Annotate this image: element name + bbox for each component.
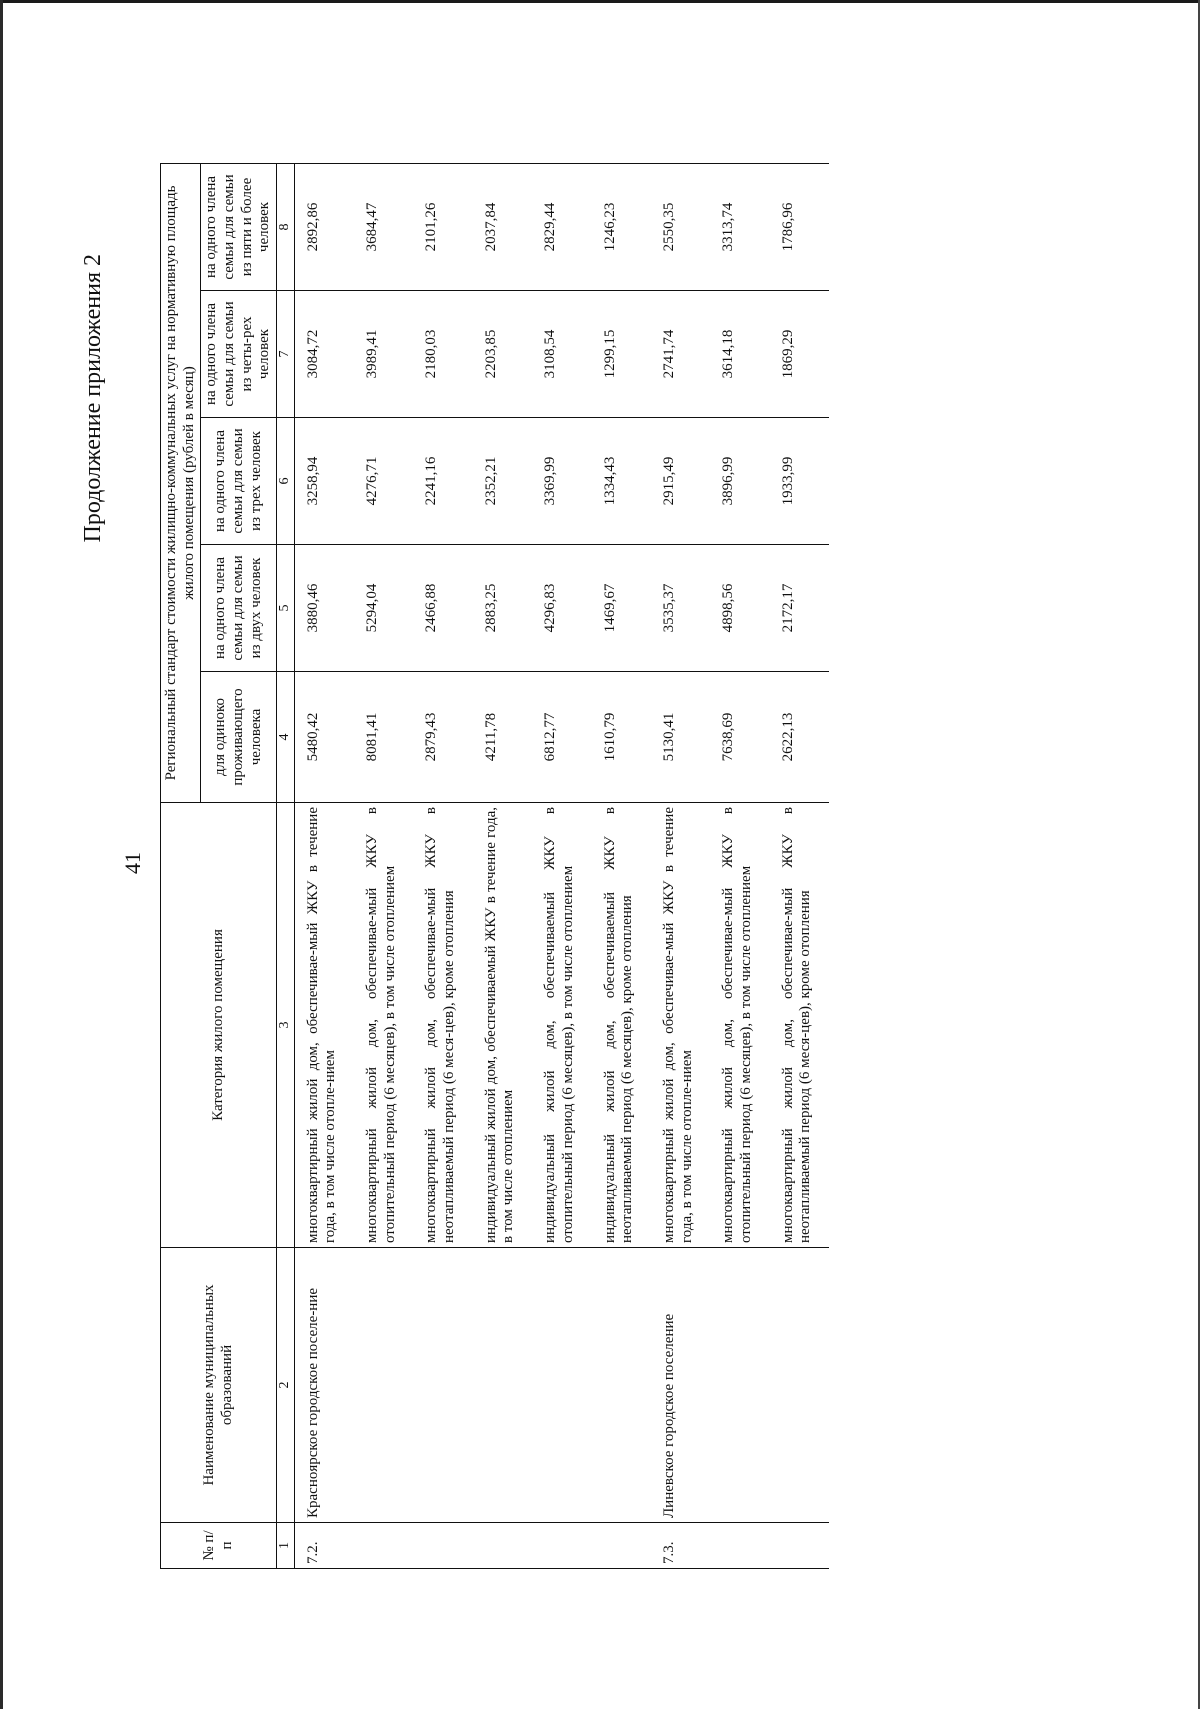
value-single: 4211,78 <box>473 672 532 803</box>
value-four: 3989,41 <box>354 291 413 418</box>
table-row <box>710 163 769 1568</box>
value-two: 4898,56 <box>710 545 769 672</box>
row-number <box>354 1523 413 1569</box>
column-number: 7 <box>277 291 295 418</box>
value-four: 2180,03 <box>413 291 472 418</box>
table-row <box>413 163 472 1568</box>
value-two: 3535,37 <box>651 545 710 672</box>
table-row <box>592 163 651 1568</box>
value-three: 2915,49 <box>651 418 710 545</box>
header-sub-four: на одного члена семьи для семьи из четы-рех человек <box>201 291 277 418</box>
table-body <box>294 163 829 1568</box>
value-five-plus: 2101,26 <box>413 163 472 290</box>
value-single: 1610,79 <box>592 672 651 803</box>
municipality-name <box>770 1248 829 1523</box>
header-category: Категория жилого помещения <box>161 803 277 1248</box>
housing-category: многоквартирный жилой дом, обеспечивае-мый ЖКУ в неотапливаемый период (6 меся-цев), кроме отопления <box>413 803 472 1248</box>
municipality-name <box>532 1248 591 1523</box>
value-five-plus: 1786,96 <box>770 163 829 290</box>
value-single: 7638,69 <box>710 672 769 803</box>
value-four: 2741,74 <box>651 291 710 418</box>
value-two: 4296,83 <box>532 545 591 672</box>
row-number <box>532 1523 591 1569</box>
value-two: 2466,88 <box>413 545 472 672</box>
value-three: 1334,43 <box>592 418 651 545</box>
municipality-name <box>710 1248 769 1523</box>
row-number <box>473 1523 532 1569</box>
value-four: 3614,18 <box>710 291 769 418</box>
value-two: 2172,17 <box>770 545 829 672</box>
value-four: 2203,85 <box>473 291 532 418</box>
row-number <box>413 1523 472 1569</box>
column-number: 3 <box>277 803 295 1248</box>
header-num: № п/п <box>161 1523 277 1569</box>
table-row <box>770 163 829 1568</box>
column-number: 8 <box>277 163 295 290</box>
value-three: 4276,71 <box>354 418 413 545</box>
column-number: 4 <box>277 672 295 803</box>
page-number: 41 <box>120 852 145 874</box>
header-sub-single: для одиноко проживающего человека <box>201 672 277 803</box>
value-five-plus: 2037,84 <box>473 163 532 290</box>
housing-category: индивидуальный жилой дом, обеспечиваемый ЖКУ в течение года, в том числе отоплением <box>473 803 532 1248</box>
value-three: 3896,99 <box>710 418 769 545</box>
header-sub-three: на одного члена семьи для семьи из трех человек <box>201 418 277 545</box>
municipality-name: Линевское городское поселение <box>651 1248 710 1523</box>
municipality-name <box>354 1248 413 1523</box>
header-standard-group: Региональный стандарт стоимости жилищно-коммунальных услуг на нормативную площадь жилого помещения (рублей в месяц) <box>161 163 201 802</box>
value-single: 6812,77 <box>532 672 591 803</box>
table-row <box>532 163 591 1568</box>
page-heading: Продолжение приложения 2 <box>80 254 106 543</box>
value-two: 5294,04 <box>354 545 413 672</box>
value-five-plus: 2550,35 <box>651 163 710 290</box>
municipality-name: Краснoярское городское поселе-ние <box>294 1248 354 1523</box>
value-three: 3369,99 <box>532 418 591 545</box>
value-four: 1869,29 <box>770 291 829 418</box>
table-row <box>354 163 413 1568</box>
value-single: 5130,41 <box>651 672 710 803</box>
value-single: 2622,13 <box>770 672 829 803</box>
value-four: 3084,72 <box>294 291 354 418</box>
column-number: 5 <box>277 545 295 672</box>
standards-table <box>160 163 829 1569</box>
value-three: 2241,16 <box>413 418 472 545</box>
value-two: 1469,67 <box>592 545 651 672</box>
column-number: 2 <box>277 1248 295 1523</box>
value-four: 1299,15 <box>592 291 651 418</box>
municipality-name <box>413 1248 472 1523</box>
value-five-plus: 2829,44 <box>532 163 591 290</box>
header-name: Наименование муниципальных образований <box>161 1248 277 1523</box>
header-sub-two: на одного члена семьи для семьи из двух человек <box>201 545 277 672</box>
value-four: 3108,54 <box>532 291 591 418</box>
municipality-name <box>592 1248 651 1523</box>
header-sub-five-plus: на одного члена семьи для семьи из пяти и более человек <box>201 163 277 290</box>
value-three: 2352,21 <box>473 418 532 545</box>
value-three: 3258,94 <box>294 418 354 545</box>
housing-category: многоквартирный жилой дом, обеспечивае-мый ЖКУ в отопительный период (6 месяцев), в том числе отоплением <box>354 803 413 1248</box>
value-single: 5480,42 <box>294 672 354 803</box>
value-five-plus: 3684,47 <box>354 163 413 290</box>
row-number: 7.3. <box>651 1523 710 1569</box>
municipality-name <box>473 1248 532 1523</box>
table-row <box>473 163 532 1568</box>
value-single: 8081,41 <box>354 672 413 803</box>
value-three: 1933,99 <box>770 418 829 545</box>
value-single: 2879,43 <box>413 672 472 803</box>
housing-category: индивидуальный жилой дом, обеспечиваемый ЖКУ в отопительный период (6 месяцев), в том числе отоплением <box>532 803 591 1248</box>
housing-category: многоквартирный жилой дом, обеспечивае-мый ЖКУ в неотапливаемый период (6 меся-цев), кроме отопления <box>770 803 829 1248</box>
row-number <box>770 1523 829 1569</box>
table-row <box>294 163 354 1568</box>
housing-category: многоквартирный жилой дом, обеспечивае-мый ЖКУ в отопительный период (6 месяцев), в том числе отоплением <box>710 803 769 1248</box>
row-number <box>710 1523 769 1569</box>
value-two: 2883,25 <box>473 545 532 672</box>
value-five-plus: 2892,86 <box>294 163 354 290</box>
value-five-plus: 1246,23 <box>592 163 651 290</box>
column-number: 1 <box>277 1523 295 1569</box>
value-five-plus: 3313,74 <box>710 163 769 290</box>
housing-category: многоквартирный жилой дом, обеспечивае-мый ЖКУ в течение года, в том числе отопле-нием <box>651 803 710 1248</box>
column-number: 6 <box>277 418 295 545</box>
value-two: 3880,46 <box>294 545 354 672</box>
housing-category: многоквартирный жилой дом, обеспечивае-мый ЖКУ в течение года, в том числе отопле-нием <box>294 803 354 1248</box>
column-numbers-row <box>277 163 295 1568</box>
table-header <box>161 163 295 1568</box>
row-number: 7.2. <box>294 1523 354 1569</box>
housing-category: индивидуальный жилой дом, обеспечиваемый ЖКУ в неотапливаемый период (6 месяцев), кроме отопления <box>592 803 651 1248</box>
row-number <box>592 1523 651 1569</box>
table-row <box>651 163 710 1568</box>
